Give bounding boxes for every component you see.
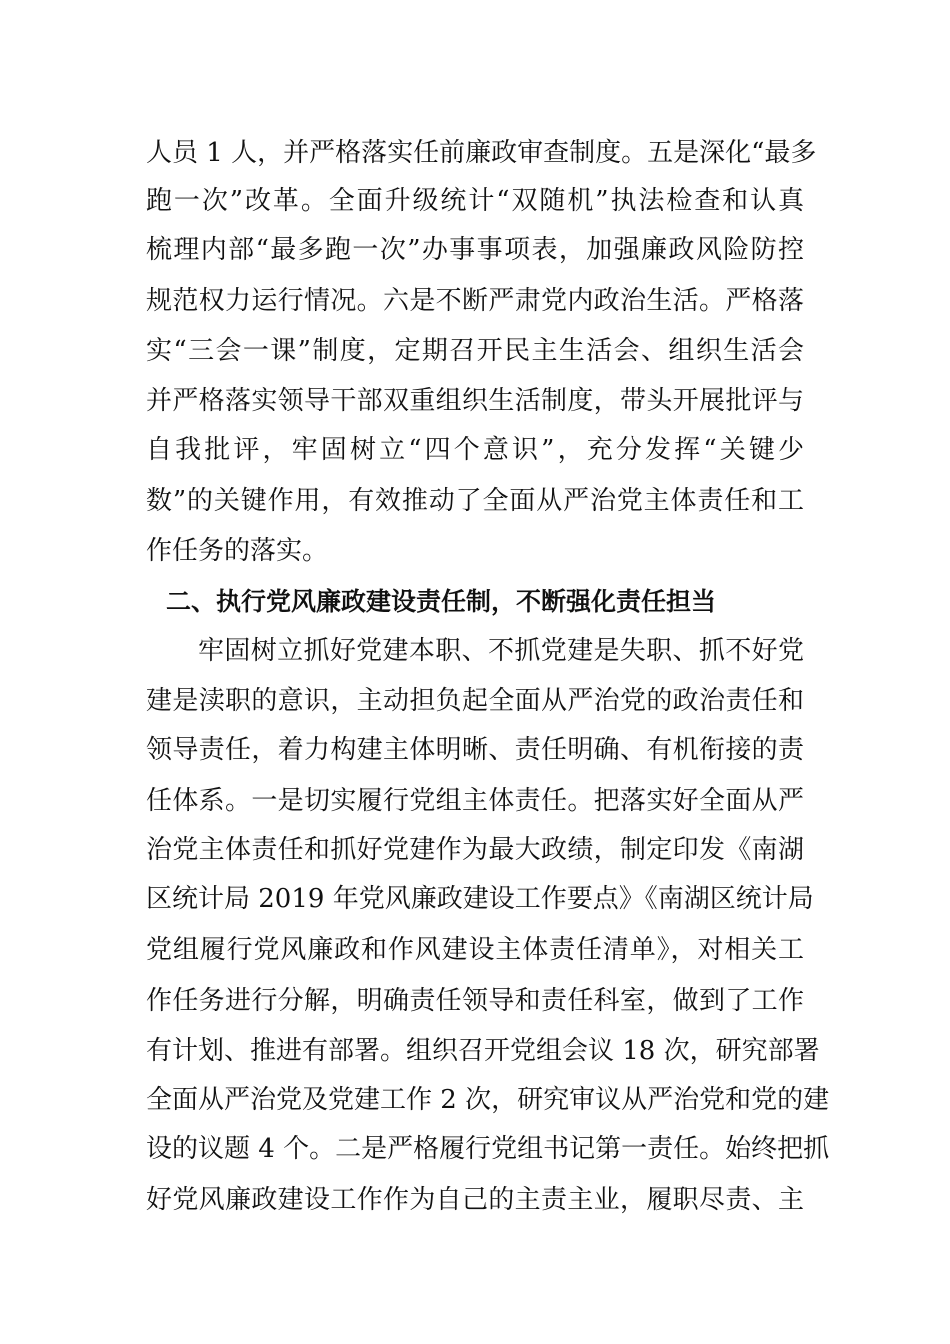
paragraph-1-line: 作任务的落实。 xyxy=(146,536,329,566)
paragraph-1-line: 规范权力运行情况。六是不断严肃党内政治生活。严格落 xyxy=(146,286,804,316)
paragraph-2-line: 建是渎职的意识，主动担负起全面从严治党的政治责任和 xyxy=(146,686,804,716)
paragraph-1-line: 人员 1 人，并严格落实任前廉政审查制度。五是深化“最多 xyxy=(146,138,817,168)
paragraph-2-line: 任体系。一是切实履行党组主体责任。把落实好全面从严 xyxy=(146,786,804,816)
paragraph-1-line: 数”的关键作用，有效推动了全面从严治党主体责任和工 xyxy=(146,486,804,516)
paragraph-1-line: 实“三会一课”制度，定期召开民主生活会、组织生活会 xyxy=(146,336,804,366)
paragraph-2-line: 区统计局 2019 年党风廉政建设工作要点》《南湖区统计局 xyxy=(146,884,814,914)
paragraph-2-line: 有计划、推进有部署。组织召开党组会议 18 次，研究部署 xyxy=(146,1036,820,1066)
paragraph-2-line: 牢固树立抓好党建本职、不抓党建是失职、抓不好党 xyxy=(198,636,804,666)
paragraph-1-line: 自我批评，牢固树立“四个意识”，充分发挥“关键少 xyxy=(146,435,804,465)
paragraph-2-line: 治党主体责任和抓好党建作为最大政绩，制定印发《南湖 xyxy=(146,835,804,865)
paragraph-1-line: 梳理内部“最多跑一次”办事事项表，加强廉政风险防控 xyxy=(146,235,804,265)
paragraph-2-line: 领导责任，着力构建主体明晰、责任明确、有机衔接的责 xyxy=(146,735,804,765)
paragraph-1-line: 并严格落实领导干部双重组织生活制度，带头开展批评与 xyxy=(146,386,804,416)
section-heading: 二、执行党风廉政建设责任制，不断强化责任担当 xyxy=(166,587,717,616)
paragraph-2-line: 设的议题 4 个。二是严格履行党组书记第一责任。始终把抓 xyxy=(146,1134,830,1164)
paragraph-2-line: 全面从严治党及党建工作 2 次，研究审议从严治党和党的建 xyxy=(146,1085,830,1115)
paragraph-2-line: 好党风廉政建设工作作为自己的主责主业，履职尽责、主 xyxy=(146,1185,804,1215)
paragraph-1-line: 跑一次”改革。全面升级统计“双随机”执法检查和认真 xyxy=(146,186,804,216)
paragraph-2-line: 作任务进行分解，明确责任领导和责任科室，做到了工作 xyxy=(146,986,804,1016)
paragraph-2-line: 党组履行党风廉政和作风建设主体责任清单》，对相关工 xyxy=(146,935,804,965)
